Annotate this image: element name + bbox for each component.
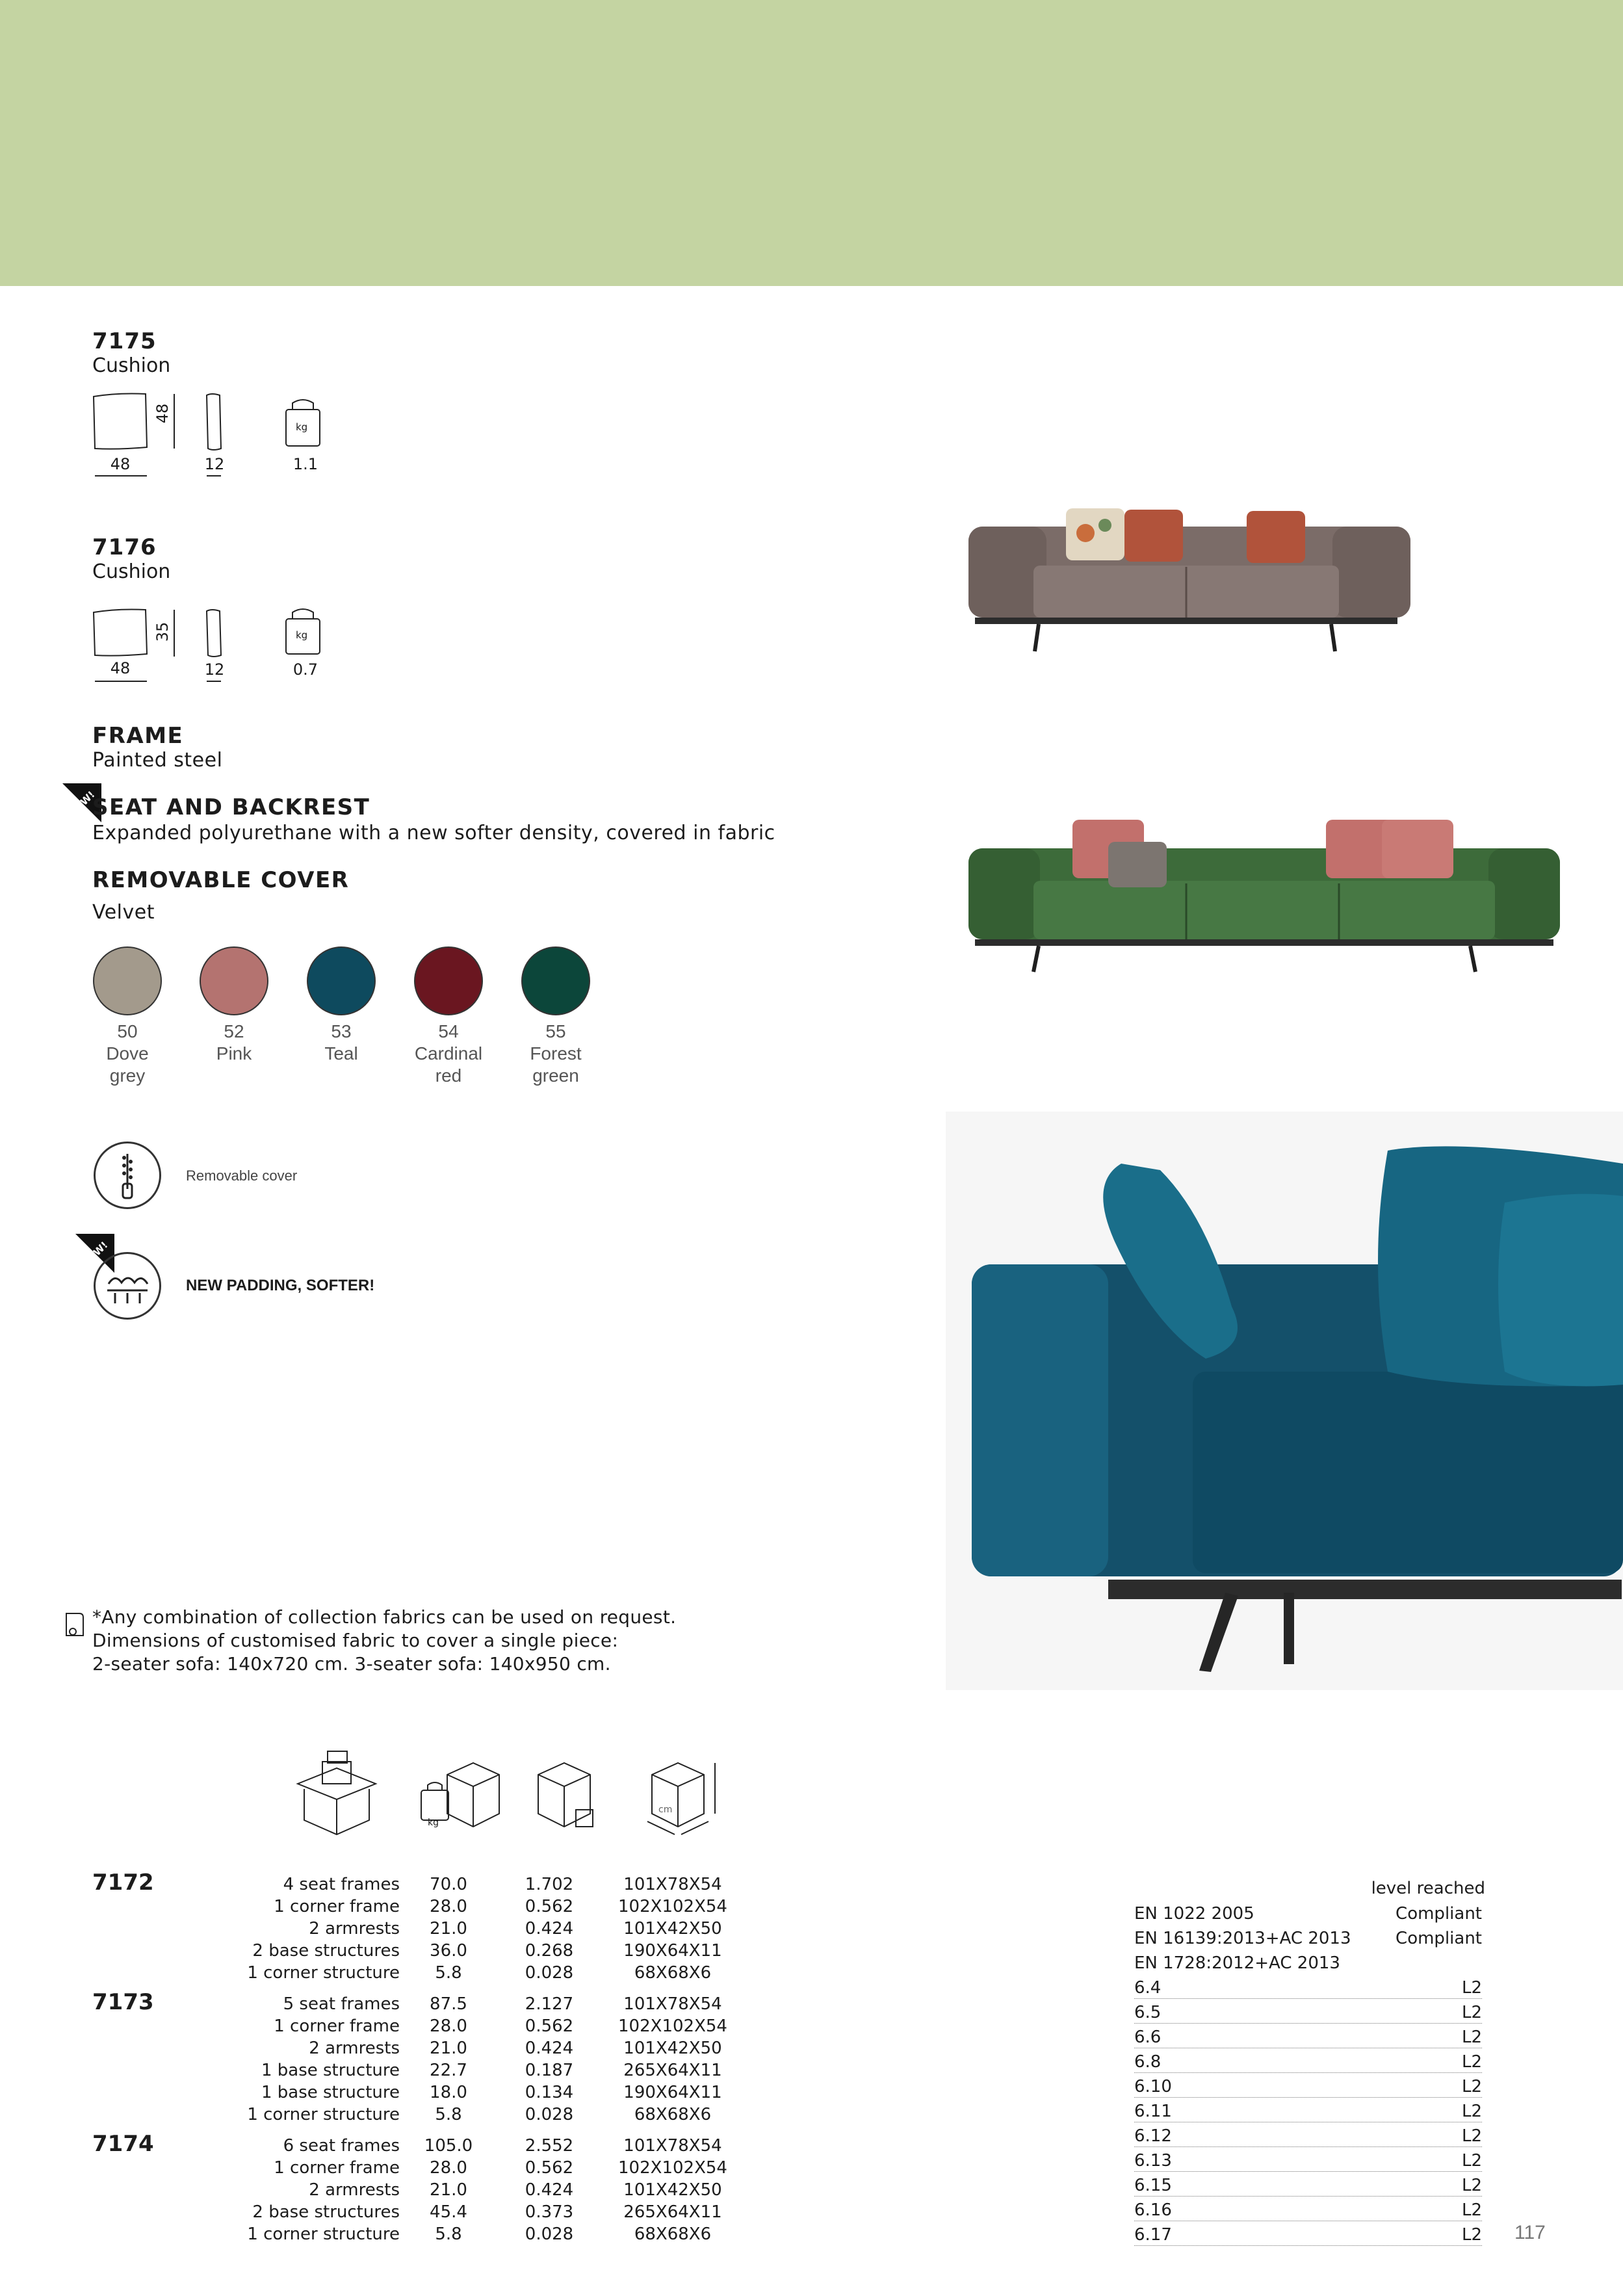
padding-icon xyxy=(94,1252,161,1320)
product-code: 7175 xyxy=(92,328,157,354)
product-code: 7176 xyxy=(92,534,157,560)
zipper-icon xyxy=(94,1141,161,1209)
pack-code: 7174 xyxy=(92,2131,154,2157)
test-row: 6.16 L2 xyxy=(1134,2198,1482,2221)
removable-cover-label: Removable cover xyxy=(186,1168,298,1184)
fabric-roll-icon xyxy=(64,1610,87,1641)
standards-header: level reached xyxy=(1371,1879,1485,1898)
swatch-forest-green[interactable] xyxy=(521,946,590,1015)
seat-heading: SEAT AND BACKREST xyxy=(92,794,370,820)
cover-heading: REMOVABLE COVER xyxy=(92,867,350,893)
standard-row: EN 16139:2013+AC 2013 Compliant xyxy=(1134,1929,1482,1948)
packages-icon xyxy=(298,1751,376,1834)
height-value: 48 xyxy=(153,403,172,424)
cover-material: Velvet xyxy=(92,901,155,924)
height-value: 35 xyxy=(153,621,172,642)
pack-code: 7173 xyxy=(92,1989,154,2015)
new-badge-label: NEW! xyxy=(81,1239,110,1269)
header-band xyxy=(0,0,1623,286)
swatch-label: 54 Cardinal red xyxy=(414,1021,483,1086)
swatch-pink[interactable] xyxy=(200,946,268,1015)
swatch-label: 50 Dove grey xyxy=(106,1021,149,1086)
kg-icon-label: kg xyxy=(296,629,308,641)
test-row: 6.11 L2 xyxy=(1134,2100,1482,2122)
packaging-icons xyxy=(291,1749,746,1846)
kg-icon-label: kg xyxy=(296,421,308,433)
product-name: Cushion xyxy=(92,560,171,583)
pack-code: 7172 xyxy=(92,1870,154,1896)
test-row: 6.17 L2 xyxy=(1134,2223,1482,2246)
width-value: 48 xyxy=(110,455,131,473)
test-row: 6.10 L2 xyxy=(1134,2075,1482,2098)
sofa-grey-image xyxy=(962,507,1417,657)
swatch-teal[interactable] xyxy=(307,946,376,1015)
depth-value: 12 xyxy=(204,455,225,473)
test-row: 6.6 L2 xyxy=(1134,2026,1482,2048)
test-row: 6.12 L2 xyxy=(1134,2124,1482,2147)
sofa-teal-closeup-image xyxy=(946,1112,1623,1690)
kg-icon-label: kg xyxy=(428,1818,439,1828)
cm-icon-label: cm xyxy=(658,1805,673,1815)
swatch-dove-grey[interactable] xyxy=(93,946,162,1015)
new-badge-label: NEW! xyxy=(68,789,97,818)
test-row: 6.13 L2 xyxy=(1134,2149,1482,2172)
test-row: 6.8 L2 xyxy=(1134,2050,1482,2073)
frame-text: Painted steel xyxy=(92,749,223,772)
test-row: 6.5 L2 xyxy=(1134,2001,1482,2024)
new-padding-label: NEW PADDING, SOFTER! xyxy=(186,1277,375,1294)
seat-text: Expanded polyurethane with a new softer density, covered in fabric xyxy=(92,822,775,844)
width-value: 48 xyxy=(110,659,131,677)
product-name: Cushion xyxy=(92,354,171,377)
depth-value: 12 xyxy=(204,660,225,679)
swatch-label: 55 Forest green xyxy=(530,1021,582,1086)
weight-value: 1.1 xyxy=(292,455,318,473)
page-number: 117 xyxy=(1514,2222,1546,2243)
test-row: 6.15 L2 xyxy=(1134,2174,1482,2197)
dimensions-box-icon xyxy=(647,1763,715,1834)
volume-box-icon xyxy=(538,1763,593,1827)
swatch-cardinal-red[interactable] xyxy=(414,946,483,1015)
frame-heading: FRAME xyxy=(92,723,184,749)
fabric-note: *Any combination of collection fabrics can be used on request. Dimensions of customised fabric to cover a single piece: 2-seater sofa: 140x720 cm. 3-seater sofa: 140x950 cm. xyxy=(92,1606,677,1675)
sofa-green-image xyxy=(962,816,1566,978)
standard-row: EN 1728:2012+AC 2013 xyxy=(1134,1953,1340,1973)
standard-row: EN 1022 2005 Compliant xyxy=(1134,1904,1482,1924)
swatch-label: 53 Teal xyxy=(324,1021,358,1063)
swatch-label: 52 Pink xyxy=(216,1021,252,1063)
weight-value: 0.7 xyxy=(292,660,318,679)
test-row: 6.4 L2 xyxy=(1134,1976,1482,1999)
